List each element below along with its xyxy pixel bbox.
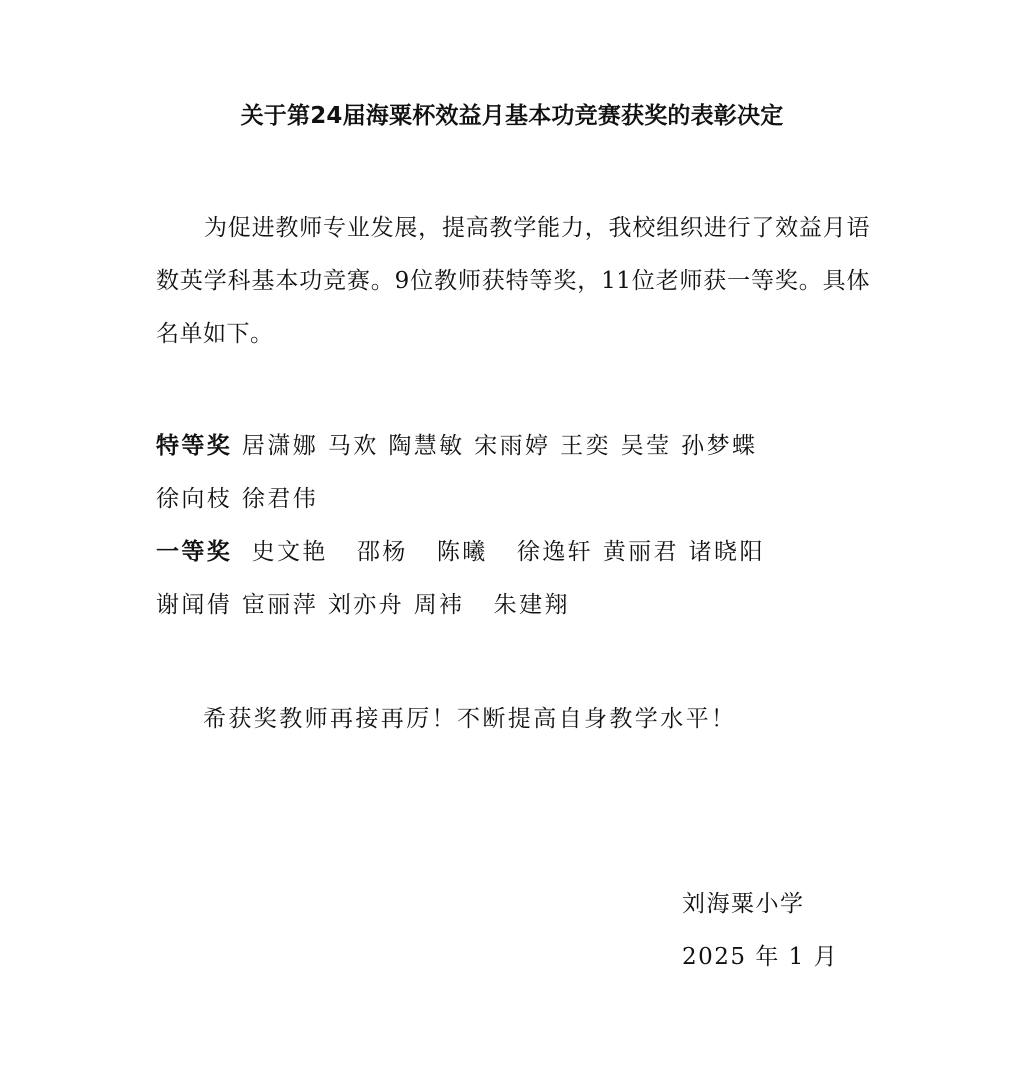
first-prize-line-1: [156, 526, 872, 579]
special-prize-label: 特等奖: [156, 433, 233, 459]
special-prize-names-1: 居潇娜 马欢 陶慧敏 宋雨婷 王奕 吴莹 孙梦蝶: [232, 433, 758, 459]
intro-paragraph: 为促进教师专业发展，提高教学能力，我校组织进行了效益月语数英学科基本功竞赛。9位教师获特等奖，11位老师获一等奖。具体名单如下。: [156, 215, 870, 347]
school-name: 刘海粟小学: [682, 891, 805, 917]
signature-block: [682, 878, 838, 984]
special-prize-line-1: [156, 420, 872, 473]
award-list: [156, 420, 872, 632]
issue-date: 2025 年 1 月: [682, 944, 839, 970]
first-prize-label: 一等奖: [156, 539, 233, 565]
document-title: 关于第24届海粟杯效益月基本功竞赛获奖的表彰决定: [240, 103, 784, 129]
first-prize-names-2: 谢闻倩 宦丽萍 刘亦舟 周袆 朱建翔: [156, 592, 570, 618]
special-prize-names-2: 徐向枝 徐君伟: [156, 486, 319, 512]
closing-remark: 希获奖教师再接再厉！不断提高自身教学水平！: [203, 706, 737, 732]
first-prize-names-1: 史文艳 邵杨 陈曦 徐逸轩 黄丽君 诸晓阳: [232, 539, 765, 565]
